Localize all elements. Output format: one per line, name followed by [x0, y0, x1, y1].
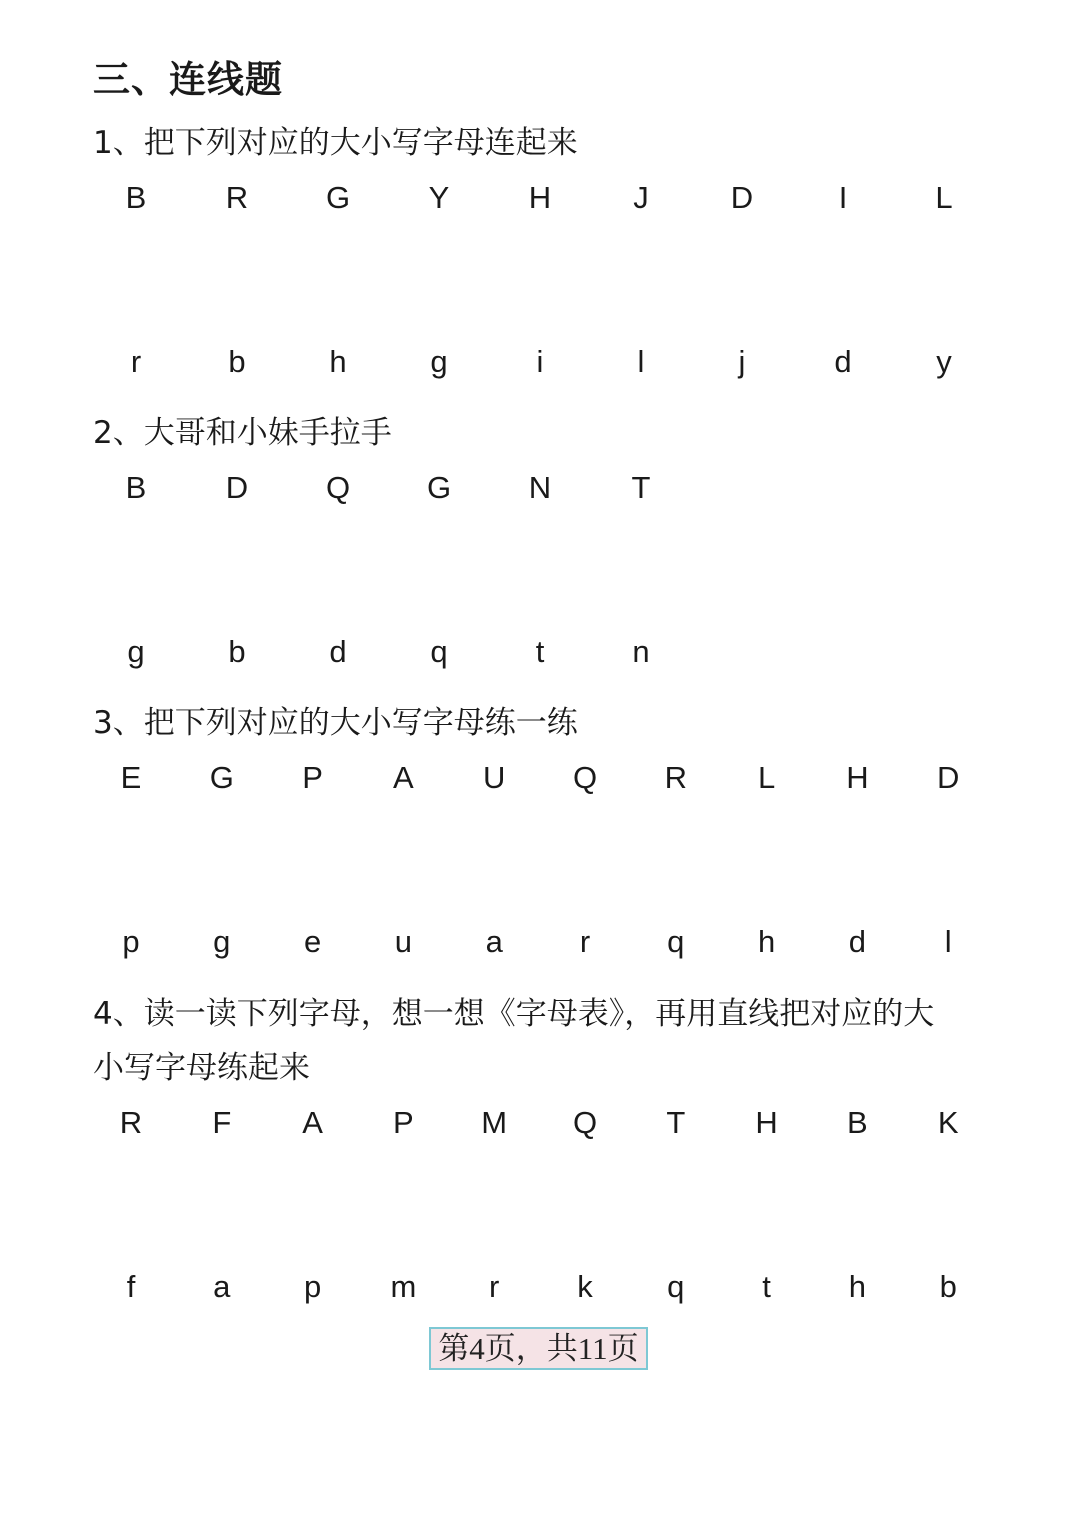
letter-lower: l — [944, 924, 952, 959]
letter-lower: r — [489, 1269, 500, 1304]
letter-lower: l — [637, 344, 645, 379]
letter-lower: j — [738, 344, 746, 379]
letter-upper: N — [528, 470, 552, 505]
letter-upper: G — [325, 180, 351, 215]
question-4-title-line1: 4、读一读下列字母，想一想《字母表》，再用直线把对应的大 — [93, 996, 935, 1032]
letter-lower: g — [127, 634, 145, 669]
letter-upper: H — [528, 180, 552, 215]
letter-lower: b — [939, 1269, 957, 1304]
letter-upper: A — [393, 760, 414, 795]
letter-upper: U — [482, 760, 506, 795]
letter-upper: P — [302, 760, 323, 795]
letter-upper: Q — [572, 760, 598, 795]
letter-lower: f — [126, 1269, 136, 1304]
letter-lower: u — [394, 924, 413, 959]
letter-lower: k — [577, 1269, 593, 1304]
letter-upper: H — [846, 760, 869, 795]
letter-lower: q — [430, 634, 448, 669]
letter-upper: B — [847, 1105, 868, 1140]
question-4-title-line2: 小写字母练起来 — [93, 1050, 310, 1086]
letter-lower: m — [390, 1269, 417, 1304]
letter-upper: A — [302, 1105, 323, 1140]
letter-upper: T — [666, 1105, 686, 1140]
letter-upper: J — [633, 180, 649, 215]
letter-upper: D — [225, 470, 249, 505]
page-number-label: 第4页，共11页 — [429, 1327, 648, 1370]
question-3-title: 3、把下列对应的大小写字母练一练 — [93, 705, 578, 741]
letter-lower: t — [762, 1269, 771, 1304]
letter-lower: y — [936, 344, 952, 379]
letter-lower: r — [579, 924, 591, 959]
letter-upper: Y — [428, 180, 450, 215]
section-heading: 三、连线题 — [93, 58, 283, 101]
letter-upper: B — [125, 470, 147, 505]
letter-upper: Q — [572, 1105, 598, 1140]
letter-lower: q — [667, 1269, 685, 1304]
letter-lower: d — [329, 634, 347, 669]
letter-upper: L — [757, 760, 776, 795]
letter-lower: i — [536, 344, 544, 379]
letter-upper: G — [209, 760, 234, 795]
letter-lower: p — [122, 924, 140, 959]
letter-upper: K — [937, 1105, 959, 1140]
letter-upper: E — [120, 760, 142, 795]
letter-lower: g — [213, 924, 231, 959]
letter-upper: D — [730, 180, 754, 215]
question-1-title: 1、把下列对应的大小写字母连起来 — [93, 125, 578, 161]
letter-upper: Q — [325, 470, 351, 505]
letter-upper: L — [935, 180, 953, 215]
letter-lower: e — [303, 924, 322, 959]
letter-lower: d — [848, 924, 867, 959]
letter-upper: B — [125, 180, 147, 215]
letter-lower: n — [632, 634, 650, 669]
letter-upper: H — [755, 1105, 778, 1140]
letter-upper: P — [393, 1105, 414, 1140]
letter-upper: M — [481, 1105, 508, 1140]
letter-upper: I — [838, 180, 848, 215]
letter-upper: D — [936, 760, 960, 795]
letter-lower: p — [303, 1269, 322, 1304]
letter-lower: r — [130, 344, 142, 379]
letter-lower: h — [329, 344, 347, 379]
letter-upper: T — [631, 470, 651, 505]
letter-upper: F — [212, 1105, 232, 1140]
question-2-title: 2、大哥和小妹手拉手 — [93, 415, 392, 451]
letter-lower: t — [535, 634, 545, 669]
letter-upper: R — [119, 1105, 143, 1140]
letter-lower: d — [834, 344, 852, 379]
letter-lower: h — [757, 924, 776, 959]
letter-lower: b — [228, 634, 246, 669]
letter-lower: b — [228, 344, 246, 379]
letter-lower: h — [848, 1269, 867, 1304]
letter-lower: g — [430, 344, 448, 379]
letter-upper: G — [426, 470, 452, 505]
letter-lower: a — [485, 924, 503, 959]
letter-lower: a — [213, 1269, 231, 1304]
letter-lower: q — [667, 924, 685, 959]
letter-upper: R — [225, 180, 249, 215]
letter-upper: R — [664, 760, 687, 795]
